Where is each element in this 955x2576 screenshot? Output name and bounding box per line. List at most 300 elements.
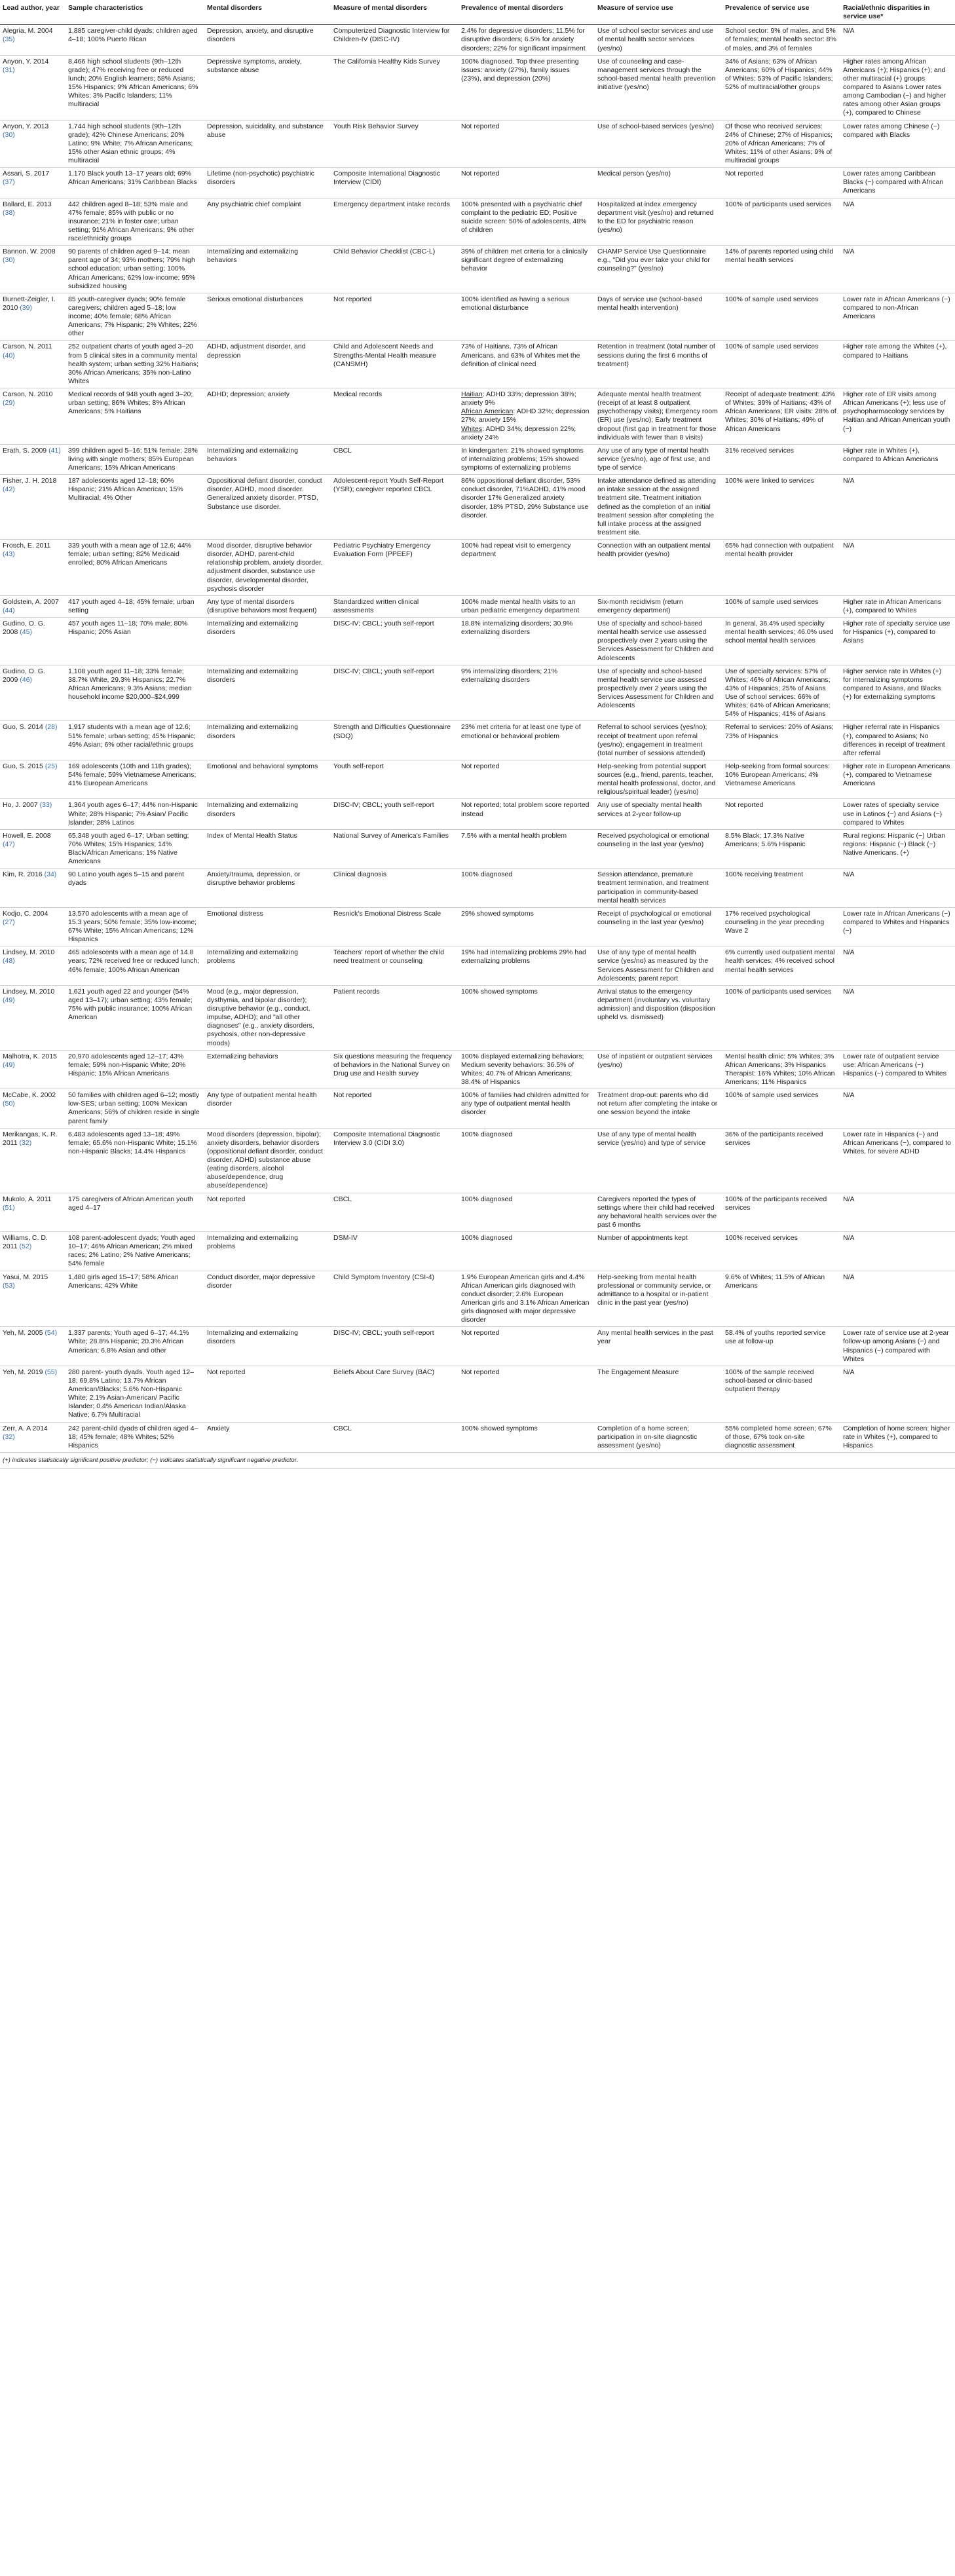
reference-link[interactable]: (33) xyxy=(39,801,52,810)
author-name: Yeh, M. 2005 xyxy=(3,1329,43,1337)
disparities-cell: Higher rate of specialty service use for Hispanics (+), compared to Asians xyxy=(840,618,955,665)
reference-link[interactable]: (38) xyxy=(3,208,15,217)
service-prevalence-cell: 36% of the participants received services xyxy=(722,1128,840,1193)
sample-cell: 1,480 girls aged 15–17; 58% African Americans; 42% White xyxy=(66,1271,204,1327)
disorders-cell: Internalizing and externalizing disorders xyxy=(204,721,331,760)
author-name: Gudino, O. G. 2009 xyxy=(3,667,45,684)
sample-cell: 1,885 caregiver-child dyads; children aged 4–18; 100% Puerto Rican xyxy=(66,25,204,55)
disorders-cell: Not reported xyxy=(204,1193,331,1232)
disorders-cell: Mood disorder, disruptive behavior disorder, ADHD, parent-child relationship problem, anxiety disorder, adjustment disorder, substance use disorder, developmental disorder, psychosis disorder xyxy=(204,540,331,596)
prevalence-cell: 1.9% European American girls and 4.4% African American girls diagnosed with conduct disorder; 2.6% European American girls and 3.1% African American girls diagnosed with major depressive disorder xyxy=(459,1271,595,1327)
sample-cell: 65,348 youth aged 6–17; Urban setting; 70% Whites; 15% Hispanics; 14% Black/African Americans; 1% Native Americans xyxy=(66,829,204,868)
header-row xyxy=(0,0,955,25)
table-row xyxy=(0,1271,955,1327)
author-cell xyxy=(0,341,66,388)
reference-link[interactable]: (42) xyxy=(3,485,15,494)
table-row xyxy=(0,341,955,388)
reference-link[interactable]: (37) xyxy=(3,178,15,187)
author-cell xyxy=(0,168,66,198)
sample-cell: 1,170 Black youth 13–17 years old; 69% African Americans; 31% Caribbean Blacks xyxy=(66,168,204,198)
author-cell xyxy=(0,1050,66,1089)
disorders-cell: Externalizing behaviors xyxy=(204,1050,331,1089)
prevalence-cell: 100% diagnosed. Top three presenting issues: anxiety (27%), family issues (23%), and depression (20%) xyxy=(459,55,595,120)
disparities-cell: Higher rate among the Whites (+), compared to Haitians xyxy=(840,341,955,388)
author-name: Erath, S. 2009 xyxy=(3,446,47,455)
measure-cell: Strength and Difficulties Questionnaire (SDQ) xyxy=(331,721,459,760)
author-name: Ballard, E. 2013 xyxy=(3,200,52,208)
author-name: Anyon, Y. 2014 xyxy=(3,57,49,65)
measure-cell: CBCL xyxy=(331,1422,459,1452)
measure-cell: Medical records xyxy=(331,388,459,445)
table-row xyxy=(0,760,955,799)
author-name: Williams, C. D. 2011 xyxy=(3,1234,48,1251)
sample-cell: 108 parent-adolescent dyads; Youth aged 10–17; 46% African American; 2% mixed races; 2% Latino; 2% Native Americans; 54% female xyxy=(66,1232,204,1271)
author-name: Guo, S. 2015 xyxy=(3,762,43,770)
disparities-cell: N/A xyxy=(840,475,955,540)
author-name: Malhotra, K. 2015 xyxy=(3,1052,57,1060)
disparities-cell: N/A xyxy=(840,198,955,246)
group-values: : ADHD 34%; depression 22%; anxiety 24% xyxy=(461,424,576,441)
author-name: Anyon, Y. 2013 xyxy=(3,122,49,130)
author-cell xyxy=(0,198,66,246)
reference-link[interactable]: (49) xyxy=(3,1060,15,1069)
disorders-cell: Conduct disorder, major depressive disorder xyxy=(204,1271,331,1327)
reference-link[interactable]: (50) xyxy=(3,1100,15,1108)
reference-link[interactable]: (54) xyxy=(45,1329,58,1337)
table-row xyxy=(0,665,955,721)
service-prevalence-cell: 100% of sample used services xyxy=(722,293,840,341)
service-measure-cell: Any use of specialty mental health services at 2-year follow-up xyxy=(595,799,722,829)
disparities-cell: Lower rates among Chinese (−) compared with Blacks xyxy=(840,120,955,168)
author-cell xyxy=(0,907,66,946)
service-measure-cell: Arrival status to the emergency department (involuntary vs. voluntary admission) and disposition (disposition upheld vs. dismissed) xyxy=(595,985,722,1050)
service-prevalence-cell: 100% received services xyxy=(722,1232,840,1271)
disorders-cell: Internalizing and externalizing problems xyxy=(204,1232,331,1271)
service-measure-cell: Help-seeking from mental health professional or community service, or admittance to a hospital or in-patient clinic in the past year (yes/no) xyxy=(595,1271,722,1327)
service-measure-cell: Session attendance, premature treatment termination, and treatment participation in community-based mental health services xyxy=(595,868,722,908)
reference-link[interactable]: (41) xyxy=(48,446,61,455)
prevalence-line xyxy=(461,390,591,407)
disparities-cell: Higher rate in Whites (+), compared to African Americans xyxy=(840,444,955,474)
service-prevalence-cell: 34% of Asians; 63% of African Americans; 60% of Hispanics; 44% of Whites; 53% of Pacific Islanders; 52% of multiracial/other groups xyxy=(722,55,840,120)
service-prevalence-cell: 100% of the participants received services xyxy=(722,1193,840,1232)
disparities-cell: N/A xyxy=(840,1193,955,1232)
column-header: Measure of service use xyxy=(595,0,722,25)
service-measure-cell: Any mental health services in the past year xyxy=(595,1327,722,1366)
prevalence-cell: 100% of families had children admitted for any type of outpatient mental health disorder xyxy=(459,1089,595,1129)
service-measure-cell: Use of specialty and school-based mental health service use assessed prospectively over 2 years using the Services Assessment for Children and Adolescents xyxy=(595,665,722,721)
disorders-cell: Not reported xyxy=(204,1366,331,1422)
column-header: Prevalence of service use xyxy=(722,0,840,25)
table-row xyxy=(0,388,955,445)
reference-link[interactable]: (46) xyxy=(20,675,32,684)
column-header: Sample characteristics xyxy=(66,0,204,25)
measure-cell: DSM-IV xyxy=(331,1232,459,1271)
disorders-cell: Depressive symptoms, anxiety, substance abuse xyxy=(204,55,331,120)
sample-cell: Medical records of 948 youth aged 3–20; urban setting; 86% Whites; 8% African Americans; 5% Haitians xyxy=(66,388,204,445)
service-prevalence-cell: In general, 36.4% used specialty mental health services; 46.0% used school mental health services xyxy=(722,618,840,665)
measure-cell: Computerized Diagnostic Interview for Children-IV (DISC-IV) xyxy=(331,25,459,55)
disorders-cell: ADHD; depression; anxiety xyxy=(204,388,331,445)
disparities-cell: N/A xyxy=(840,540,955,596)
measure-cell: Beliefs About Care Survey (BAC) xyxy=(331,1366,459,1422)
reference-link[interactable]: (29) xyxy=(3,399,15,407)
prevalence-cell xyxy=(459,388,595,445)
service-prevalence-cell: Mental health clinic: 5% Whites; 3% African Americans; 3% Hispanics Therapist: 16% Whites; 10% African Americans; 11% Hispanics xyxy=(722,1050,840,1089)
service-prevalence-cell: 100% were linked to services xyxy=(722,475,840,540)
measure-cell: The California Healthy Kids Survey xyxy=(331,55,459,120)
measure-cell: Patient records xyxy=(331,985,459,1050)
service-prevalence-cell: 100% of participants used services xyxy=(722,198,840,246)
service-prevalence-cell: 14% of parents reported using child mental health services xyxy=(722,246,840,293)
service-measure-cell: Six-month recidivism (return emergency department) xyxy=(595,595,722,617)
author-cell xyxy=(0,1193,66,1232)
prevalence-cell: 100% showed symptoms xyxy=(459,985,595,1050)
table-row xyxy=(0,868,955,908)
sample-cell: 1,621 youth aged 22 and younger (54% aged 13–17); urban setting; 43% female; 75% with public insurance; 100% African American xyxy=(66,985,204,1050)
reference-link[interactable]: (30) xyxy=(3,130,15,139)
table-row xyxy=(0,595,955,617)
prevalence-cell: 100% identified as having a serious emotional disturbance xyxy=(459,293,595,341)
author-name: Zerr, A. A 2014 xyxy=(3,1424,48,1432)
service-measure-cell: Use of counseling and case-management services through the school-based mental health prevention initiative (yes/no) xyxy=(595,55,722,120)
measure-cell: Standardized written clinical assessments xyxy=(331,595,459,617)
disorders-cell: Index of Mental Health Status xyxy=(204,829,331,868)
prevalence-cell: Not reported xyxy=(459,120,595,168)
prevalence-cell: Not reported; total problem score reported instead xyxy=(459,799,595,829)
reference-link[interactable]: (52) xyxy=(19,1242,32,1251)
prevalence-line xyxy=(461,407,591,424)
author-cell xyxy=(0,55,66,120)
service-prevalence-cell: Receipt of adequate treatment: 43% of Whites; 39% of Haitians; 43% of African Americans; ER visits: 28% of Whites; 30% of Haitians; 49% of African Americans xyxy=(722,388,840,445)
measure-cell: Composite International Diagnostic Interview (CIDI) xyxy=(331,168,459,198)
service-measure-cell: Use of any type of mental health service (yes/no) and type of service xyxy=(595,1128,722,1193)
service-measure-cell: Receipt of psychological or emotional counseling in the last year (yes/no) xyxy=(595,907,722,946)
disorders-cell: Internalizing and externalizing behaviors xyxy=(204,444,331,474)
reference-link[interactable]: (32) xyxy=(3,1432,15,1441)
reference-link[interactable]: (53) xyxy=(3,1281,15,1290)
prevalence-cell: 73% of Haitians, 73% of African Americans, and 63% of Whites met the definition of clinical need xyxy=(459,341,595,388)
service-measure-cell: CHAMP Service Use Questionnaire e.g., "Did you ever take your child for counseling?" (yes/no) xyxy=(595,246,722,293)
prevalence-cell: Not reported xyxy=(459,168,595,198)
author-cell xyxy=(0,760,66,799)
disparities-cell: Lower rate of outpatient service use: African Americans (−) Hispanics (−) compared to Whites xyxy=(840,1050,955,1089)
reference-link[interactable]: (34) xyxy=(44,870,57,879)
service-prevalence-cell: 100% of sample used services xyxy=(722,1089,840,1129)
prevalence-cell: 100% displayed externalizing behaviors; Medium severity behaviors: 36.5% of Whites; 40.7% of African Americans; 38.4% of Hispanics xyxy=(459,1050,595,1089)
sample-cell: 90 parents of children aged 9–14; mean parent age of 34; 93% mothers; 79% high school education; urban setting; 100% African Americans; 62% low-income; 95% subsidized housing xyxy=(66,246,204,293)
disparities-cell: Higher referral rate in Hispanics (+), compared to Asians; No differences in receipt of treatment after referral xyxy=(840,721,955,760)
disparities-cell: Lower rate of service use at 2-year follow-up among Asians (−) and Hispanics (−) compared with Whites xyxy=(840,1327,955,1366)
disparities-cell: N/A xyxy=(840,1366,955,1422)
table-row xyxy=(0,168,955,198)
service-measure-cell: The Engagement Measure xyxy=(595,1366,722,1422)
sample-cell: 13,570 adolescents with a mean age of 15.3 years; 50% female; 35% low-income; 67% White; 15% African Americans; 12% Hispanics xyxy=(66,907,204,946)
service-measure-cell: Use of school-based services (yes/no) xyxy=(595,120,722,168)
sample-cell: 339 youth with a mean age of 12.6; 44% female; urban setting; 82% Medicaid enrolled; 80% African Americans xyxy=(66,540,204,596)
disorders-cell: Internalizing and externalizing disorders xyxy=(204,1327,331,1366)
reference-link[interactable]: (45) xyxy=(20,628,32,637)
disorders-cell: Internalizing and externalizing disorders xyxy=(204,799,331,829)
service-measure-cell: Completion of a home screen; participation in on-site diagnostic assessment (yes/no) xyxy=(595,1422,722,1452)
measure-cell: Child and Adolescent Needs and Strengths-Mental Health measure (CANSMH) xyxy=(331,341,459,388)
reference-link[interactable]: (48) xyxy=(3,957,15,965)
measure-cell: CBCL xyxy=(331,444,459,474)
author-cell xyxy=(0,1327,66,1366)
author-cell xyxy=(0,721,66,760)
author-name: Goldstein, A. 2007 xyxy=(3,597,59,606)
prevalence-cell: Not reported xyxy=(459,1327,595,1366)
reference-link[interactable]: (49) xyxy=(3,996,15,1004)
service-prevalence-cell: 100% of the sample received school-based or clinic-based outpatient therapy xyxy=(722,1366,840,1422)
service-prevalence-cell: Help-seeking from formal sources: 10% European Americans; 4% Vietnamese Americans xyxy=(722,760,840,799)
sample-cell: 20,970 adolescents aged 12–17; 43% female; 59% non-Hispanic White; 20% Hispanic; 15% African Americans xyxy=(66,1050,204,1089)
service-prevalence-cell: 8.5% Black; 17.3% Native Americans; 5.6% Hispanic xyxy=(722,829,840,868)
measure-cell: Not reported xyxy=(331,293,459,341)
service-measure-cell: Use of inpatient or outpatient services (yes/no) xyxy=(595,1050,722,1089)
author-cell xyxy=(0,829,66,868)
service-prevalence-cell: 100% of sample used services xyxy=(722,595,840,617)
prevalence-cell: 100% diagnosed xyxy=(459,1232,595,1271)
reference-link[interactable]: (40) xyxy=(3,351,15,360)
table-row xyxy=(0,799,955,829)
service-measure-cell: Medical person (yes/no) xyxy=(595,168,722,198)
disparities-cell: Lower rate in African Americans (−) compared to non-African Americans xyxy=(840,293,955,341)
measure-cell: Teachers' report of whether the child need treatment or counseling xyxy=(331,946,459,986)
table-row xyxy=(0,246,955,293)
measure-cell: Youth Risk Behavior Survey xyxy=(331,120,459,168)
sample-cell: 169 adolescents (10th and 11th grades); 54% female; 59% Vietnamese Americans; 41% European Americans xyxy=(66,760,204,799)
column-header: Prevalence of mental disorders xyxy=(459,0,595,25)
author-cell xyxy=(0,120,66,168)
sample-cell: 252 outpatient charts of youth aged 3–20 from 5 clinical sites in a community mental health system; urban setting 32% Haitians; 30% African Americans; 35% non-Latino Whites xyxy=(66,341,204,388)
service-measure-cell: Caregivers reported the types of settings where their child had received any behavioral health services over the past 6 months xyxy=(595,1193,722,1232)
column-header: Lead author, year xyxy=(0,0,66,25)
table-row xyxy=(0,55,955,120)
table-row xyxy=(0,721,955,760)
author-name: Kodjo, C. 2004 xyxy=(3,909,48,918)
author-cell xyxy=(0,388,66,445)
service-measure-cell: Intake attendance defined as attending an intake session at the assigned treatment site. Treatment initiation defined as the completion of an initial treatment session after completing the full intake process at the assigned treatment site. xyxy=(595,475,722,540)
service-prevalence-cell: 6% currently used outpatient mental health services; 4% received school mental health services xyxy=(722,946,840,986)
sample-cell: 1,364 youth ages 6–17; 44% non-Hispanic White; 28% Hispanic; 7% Asian/ Pacific Islander; 28% Latinos xyxy=(66,799,204,829)
column-header: Measure of mental disorders xyxy=(331,0,459,25)
measure-cell: Not reported xyxy=(331,1089,459,1129)
sample-cell: 442 children aged 8–18; 53% male and 47% female; 85% with public or no insurance; 21% in foster care; urban setting; 91% African Americans; 9% other race/ethnicity groups xyxy=(66,198,204,246)
author-name: Merikangas, K. R. 2011 xyxy=(3,1130,58,1147)
service-prevalence-cell: 100% receiving treatment xyxy=(722,868,840,908)
disorders-cell: Oppositional defiant disorder, conduct disorder, ADHD, mood disorder. Generalized anxiety disorder, PTSD, Substance use disorder. xyxy=(204,475,331,540)
reference-link[interactable]: (31) xyxy=(3,65,15,74)
column-header: Racial/ethnic disparities in service use* xyxy=(840,0,955,25)
service-measure-cell: Use of specialty and school-based mental health service use assessed prospectively over 2 years using the Services Assessment for Children and Adolescents xyxy=(595,618,722,665)
disorders-cell: Serious emotional disturbances xyxy=(204,293,331,341)
measure-cell: Youth self-report xyxy=(331,760,459,799)
table-row xyxy=(0,25,955,55)
measure-cell: Resnick's Emotional Distress Scale xyxy=(331,907,459,946)
service-prevalence-cell: Not reported xyxy=(722,799,840,829)
disorders-cell: Anxiety xyxy=(204,1422,331,1452)
reference-link[interactable]: (39) xyxy=(20,303,32,312)
disparities-cell: N/A xyxy=(840,1089,955,1129)
author-name: Carson, N. 2010 xyxy=(3,390,53,398)
author-name: Assari, S. 2017 xyxy=(3,170,50,178)
measure-cell: Child Behavior Checklist (CBC-L) xyxy=(331,246,459,293)
table-row xyxy=(0,946,955,986)
group-label: Haitian xyxy=(461,390,483,398)
prevalence-cell: 19% had internalizing problems 29% had externalizing problems xyxy=(459,946,595,986)
prevalence-cell: 18.8% internalizing disorders; 30.9% externalizing disorders xyxy=(459,618,595,665)
prevalence-line xyxy=(461,425,591,442)
author-name: Mukolo, A. 2011 xyxy=(3,1195,52,1203)
disorders-cell: Any type of mental disorders (disruptive behaviors most frequent) xyxy=(204,595,331,617)
author-name: Guo, S. 2014 xyxy=(3,723,43,732)
reference-link[interactable]: (55) xyxy=(45,1368,58,1376)
reference-link[interactable]: (47) xyxy=(3,840,15,848)
author-cell xyxy=(0,475,66,540)
reference-link[interactable]: (43) xyxy=(3,550,15,559)
table-row xyxy=(0,198,955,246)
disparities-cell: N/A xyxy=(840,246,955,293)
reference-link[interactable]: (25) xyxy=(45,762,58,770)
author-cell xyxy=(0,799,66,829)
disorders-cell: Any type of outpatient mental health disorder xyxy=(204,1089,331,1129)
sample-cell: 242 parent-child dyads of children aged 4–18; 45% female; 48% Whites; 52% Hispanics xyxy=(66,1422,204,1452)
author-name: Ho, J. 2007 xyxy=(3,801,38,810)
table-row xyxy=(0,618,955,665)
service-measure-cell: Days of service use (school-based mental health intervention) xyxy=(595,293,722,341)
service-prevalence-cell: 58.4% of youths reported service use at follow-up xyxy=(722,1327,840,1366)
disorders-cell: Emotional distress xyxy=(204,907,331,946)
service-measure-cell: Connection with an outpatient mental health provider (yes/no) xyxy=(595,540,722,596)
prevalence-cell: Not reported xyxy=(459,1366,595,1422)
measure-cell: DISC-IV; CBCL; youth self-report xyxy=(331,799,459,829)
measure-cell: National Survey of America's Families xyxy=(331,829,459,868)
sample-cell: 399 children aged 5–16; 51% female; 28% living with single mothers; 85% European Americans; 15% African Americans xyxy=(66,444,204,474)
disparities-cell: Lower rate in Hispanics (−) and African Americans (−), compared to Whites, for severe ADHD xyxy=(840,1128,955,1193)
author-cell xyxy=(0,985,66,1050)
reference-link[interactable]: (32) xyxy=(19,1138,32,1147)
author-cell xyxy=(0,444,66,474)
sample-cell: 175 caregivers of African American youth aged 4–17 xyxy=(66,1193,204,1232)
author-cell xyxy=(0,1366,66,1422)
prevalence-cell: 100% showed symptoms xyxy=(459,1422,595,1452)
reference-link[interactable]: (27) xyxy=(3,918,15,926)
disorders-cell: Any psychiatric chief complaint xyxy=(204,198,331,246)
measure-cell: DISC-IV; CBCL; youth self-report xyxy=(331,1327,459,1366)
table-row xyxy=(0,444,955,474)
service-measure-cell: Treatment drop-out: parents who did not return after completing the intake or one session beyond the intake xyxy=(595,1089,722,1129)
table-row xyxy=(0,475,955,540)
service-prevalence-cell: School sector: 9% of males, and 5% of females; mental health sector: 8% of males, and 3% of females xyxy=(722,25,840,55)
reference-link[interactable]: (35) xyxy=(3,35,15,44)
author-name: Carson, N. 2011 xyxy=(3,343,52,351)
service-prevalence-cell: Of those who received services: 24% of Chinese; 27% of Hispanics; 20% of African Americans; 7% of Whites; 11% of other Asians; 9% of multiracial groups xyxy=(722,120,840,168)
group-label: African American xyxy=(461,407,514,416)
sample-cell: 187 adolescents aged 12–18; 60% Hispanic; 21% African American; 15% Multiracial; 4% Other xyxy=(66,475,204,540)
author-name: Yeh, M. 2019 xyxy=(3,1368,43,1376)
disparities-cell: Higher service rate in Whites (+) for internalizing symptoms compared to Asians, and Blacks (+) for externalizing symptoms xyxy=(840,665,955,721)
author-cell xyxy=(0,1232,66,1271)
service-measure-cell: Use of school sector services and use of mental health sector services (yes/no) xyxy=(595,25,722,55)
measure-cell: CBCL xyxy=(331,1193,459,1232)
author-cell xyxy=(0,1089,66,1129)
prevalence-cell: 39% of children met criteria for a clinically significant degree of externalizing behavior xyxy=(459,246,595,293)
table-row xyxy=(0,1193,955,1232)
disorders-cell: ADHD, adjustment disorder, and depression xyxy=(204,341,331,388)
author-name: Burnett-Zeigler, I. 2010 xyxy=(3,295,56,312)
table-row xyxy=(0,1366,955,1422)
column-header: Mental disorders xyxy=(204,0,331,25)
author-name: Kim, R. 2016 xyxy=(3,870,43,879)
measure-cell: Emergency department intake records xyxy=(331,198,459,246)
table-row xyxy=(0,1128,955,1193)
disparities-cell: N/A xyxy=(840,25,955,55)
measure-cell: Six questions measuring the frequency of behaviors in the National Survey on Drug use and Health survey xyxy=(331,1050,459,1089)
prevalence-cell: 100% diagnosed xyxy=(459,1193,595,1232)
service-measure-cell: Hospitalized at index emergency department visit (yes/no) and returned to the ED for psychiatric reason (yes/no) xyxy=(595,198,722,246)
table-row xyxy=(0,1327,955,1366)
service-measure-cell: Use of any type of mental health service (yes/no) as measured by the Services Assessment for Children and Adolescents; parent report xyxy=(595,946,722,986)
sample-cell: 50 families with children aged 6–12; mostly low-SES; urban setting; 100% Mexican Americans; 56% of children reside in single parent family xyxy=(66,1089,204,1129)
author-name: Yasui, M. 2015 xyxy=(3,1273,48,1281)
author-cell xyxy=(0,540,66,596)
service-prevalence-cell: Not reported xyxy=(722,168,840,198)
service-prevalence-cell: 9.6% of Whites; 11.5% of African Americans xyxy=(722,1271,840,1327)
prevalence-cell: 100% presented with a psychiatric chief complaint to the pediatric ED; Positive suicide screen: 50% of adolescents, 48% of children xyxy=(459,198,595,246)
service-prevalence-cell: Use of specialty services: 57% of Whites; 46% of African Americans; 43% of Hispanics; 25% of Asians Use of school services: 66% of Whites; 64% of African Americans; 54% of Hispanics; 41% of Asians xyxy=(722,665,840,721)
disorders-cell: Depression, anxiety, and disruptive disorders xyxy=(204,25,331,55)
service-measure-cell: Received psychological or emotional counseling in the last year (yes/no) xyxy=(595,829,722,868)
table-row xyxy=(0,985,955,1050)
author-cell xyxy=(0,618,66,665)
reference-link[interactable]: (30) xyxy=(3,256,15,265)
sample-cell: 1,108 youth aged 11–18; 33% female; 38.7% White, 29.3% Hispanics; 22.7% African Americans; 9.3% Asians; median household income $20,000–$24,999 xyxy=(66,665,204,721)
table-footnote: (+) indicates statistically significant positive predictor; (−) indicates statistically significant negative predictor. xyxy=(0,1452,955,1468)
author-cell xyxy=(0,246,66,293)
service-measure-cell: Referral to school services (yes/no); receipt of treatment upon referral (yes/no); engagement in treatment (total number of sessions attended) xyxy=(595,721,722,760)
table-row xyxy=(0,829,955,868)
disparities-cell: Completion of home screen: higher rate in Whites (+), compared to Hispanics xyxy=(840,1422,955,1452)
disparities-cell: Higher rate of ER visits among African Americans (+); less use of psychopharmacology services by Haitian and African American youth (−) xyxy=(840,388,955,445)
service-measure-cell: Number of appointments kept xyxy=(595,1232,722,1271)
measure-cell: Clinical diagnosis xyxy=(331,868,459,908)
author-name: Lindsey, M. 2010 xyxy=(3,987,55,996)
disorders-cell: Emotional and behavioral symptoms xyxy=(204,760,331,799)
prevalence-cell: 2.4% for depressive disorders; 11.5% for disruptive disorders; 6.5% for anxiety disorders; 22% for significant impairment xyxy=(459,25,595,55)
disorders-cell: Internalizing and externalizing disorders xyxy=(204,665,331,721)
prevalence-cell: 9% internalizing disorders; 21% externalizing disorders xyxy=(459,665,595,721)
sample-cell: 1,917 students with a mean age of 12.6; 51% female; urban setting; 45% Hispanic; 49% Asian; 6% other racial/ethnic groups xyxy=(66,721,204,760)
table-row xyxy=(0,1050,955,1089)
author-cell xyxy=(0,1422,66,1452)
disparities-cell: Lower rate in African Americans (−) compared to Whites and Hispanics (−) xyxy=(840,907,955,946)
service-measure-cell: Any use of any type of mental health service (yes/no), age of first use, and type of service xyxy=(595,444,722,474)
prevalence-cell: 86% oppositional defiant disorder, 53% conduct disorder, 71%ADHD, 41% mood disorder 17% Generalized anxiety disorder, 18% PTSD, 29% Substance use disorder. xyxy=(459,475,595,540)
reference-link[interactable]: (44) xyxy=(3,606,15,614)
author-name: Howell, E. 2008 xyxy=(3,831,51,840)
reference-link[interactable]: (28) xyxy=(45,723,58,732)
reference-link[interactable]: (51) xyxy=(3,1203,15,1212)
measure-cell: Composite International Diagnostic Interview 3.0 (CIDI 3.0) xyxy=(331,1128,459,1193)
disparities-cell: N/A xyxy=(840,1232,955,1271)
author-name: Frosch, E. 2011 xyxy=(3,542,51,550)
service-measure-cell: Retention in treatment (total number of sessions during the first 6 months of treatment) xyxy=(595,341,722,388)
sample-cell: 6,483 adolescents aged 13–18; 49% female; 65.6% non-Hispanic White; 15.1% non-Hispanic Blacks; 14.4% Hispanics xyxy=(66,1128,204,1193)
disorders-cell: Internalizing and externalizing problems xyxy=(204,946,331,986)
disorders-cell: Internalizing and externalizing disorders xyxy=(204,618,331,665)
sample-cell: 465 adolescents with a mean age of 14.8 years; 72% received free or reduced lunch; 46% female; 100% African American xyxy=(66,946,204,986)
